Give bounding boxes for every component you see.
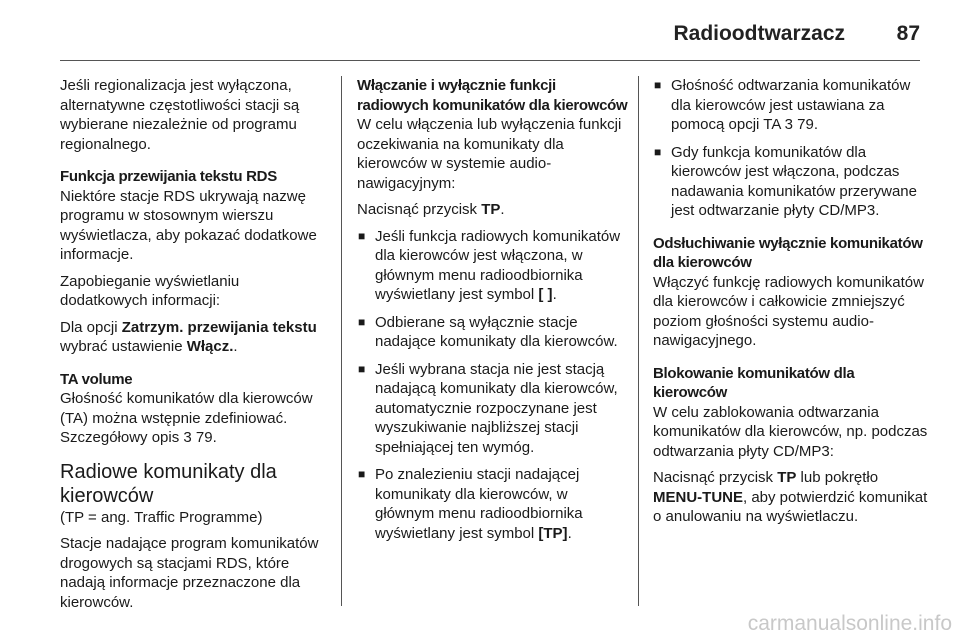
header-divider bbox=[60, 60, 920, 61]
ta-volume-text: Głośność komunikatów dla kierowców (TA) można wstępnie zdefiniować. Szczegółowy opis 3 79. bbox=[60, 390, 313, 446]
block-text: W celu zablokowania odtwarzania komunikatów dla kierowców, np. podczas odtwarzania płyty CD/MP3: bbox=[653, 403, 928, 460]
header-title: Radioodtwarzacz bbox=[673, 22, 845, 45]
listen-only-text: Włączyć funkcję radiowych komunikatów dla kierowców i całkowicie zmniejszyć poziom głośności systemu audio-nawigacyjnego. bbox=[653, 273, 924, 349]
list-item: ■ Jeśli wybrana stacja nie jest stacją nadającą komunikaty dla kierowców, automatycznie rozpoczynane jest wyszukiwanie najbliższej stacji spełniającej ten wymóg. bbox=[358, 360, 618, 456]
option-value: Włącz. bbox=[186, 338, 234, 355]
option-name: Zatrzym. przewijania tekstu bbox=[121, 318, 317, 336]
bullet-icon: ■ bbox=[654, 144, 662, 159]
page-ref-icon: 3 bbox=[183, 429, 192, 446]
rds-scroll-heading: Funkcja przewijania tekstu RDS bbox=[60, 168, 277, 185]
list-item: ■ Jeśli funkcja radiowych komunikatów dla kierowców jest włączona, w głównym menu radioodbiornika wyświetlany jest symbol [ ]. bbox=[358, 227, 621, 303]
rds-scroll-text: Niektóre stacje RDS ukrywają nazwę programu w stosownym wierszu wyświetlacza, aby pokazać dodatkowe informacje. bbox=[60, 187, 317, 263]
tp-toggle-heading: Włączanie i wyłącznie funkcji radiowych komunikatów dla kierowców bbox=[357, 77, 628, 114]
tp-toggle-intro: W celu włączenia lub wyłączenia funkcji oczekiwania na komunikaty dla kierowców w systemie audio-nawigacyjnym: bbox=[357, 116, 622, 192]
list-item: ■ Głośność odtwarzania komunikatów dla kierowców jest ustawiana za pomocą opcji TA 3 79. bbox=[654, 77, 911, 133]
section-subtitle: (TP = ang. Traffic Programme) bbox=[60, 508, 263, 526]
tp-button-label: TP bbox=[481, 201, 501, 218]
bullet-icon: ■ bbox=[358, 314, 366, 329]
tp-bullet-list bbox=[357, 227, 629, 544]
menu-tune-label: MENU-TUNE bbox=[653, 488, 743, 506]
page-ref-icon: 3 bbox=[784, 116, 794, 133]
regionalization-paragraph: Jeśli regionalizacja jest wyłączona, alternatywne częstotliwości stacji są wybierane niezależnie od programu regionalnego. bbox=[60, 77, 300, 153]
list-item: ■ Po znalezieniu stacji nadającej komunikaty dla kierowców, w głównym menu radioodbiornika wyświetlany jest symbol [TP]. bbox=[358, 466, 583, 542]
block-heading: Blokowanie komunikatów dla kierowców bbox=[653, 364, 855, 401]
bullet-icon: ■ bbox=[358, 467, 366, 481]
column-divider-2 bbox=[638, 76, 639, 606]
tp-button-label: TP bbox=[777, 469, 797, 486]
press-tp-paragraph: Nacisnąć przycisk TP. bbox=[357, 201, 505, 218]
column-1 bbox=[60, 76, 330, 619]
prevent-scroll-text: Zapobieganie wyświetlaniu dodatkowych informacji: bbox=[60, 272, 240, 309]
section-text: Stacje nadające program komunikatów drogowych są stacjami RDS, które nadają informacje przeznaczone dla kierowców. bbox=[60, 535, 319, 611]
column-divider-1 bbox=[341, 76, 342, 606]
page-number: 87 bbox=[896, 22, 920, 45]
section-heading: Radiowe komunikaty dla kierowców bbox=[60, 460, 277, 507]
column-2 bbox=[357, 76, 629, 551]
bullet-icon: ■ bbox=[654, 78, 662, 92]
page-header bbox=[0, 0, 960, 60]
press-block-paragraph: Nacisnąć przycisk TP lub pokrętło MENU-TUNE, aby potwierdzić komunikat o anulowaniu na wyświetlaczu. bbox=[653, 469, 928, 525]
column-3 bbox=[653, 76, 929, 534]
scroll-option-paragraph: Dla opcji Zatrzym. przewijania tekstu wybrać ustawienie Włącz.. bbox=[60, 318, 317, 355]
watermark: carmanualsonline.info bbox=[747, 612, 952, 635]
bullet-icon: ■ bbox=[358, 228, 366, 243]
bullet-icon: ■ bbox=[358, 361, 366, 376]
tp-notes-list bbox=[653, 76, 929, 221]
ta-volume-heading: TA volume bbox=[60, 370, 133, 388]
list-item: ■ Odbierane są wyłącznie stacje nadające komunikaty dla kierowców. bbox=[358, 313, 618, 350]
list-item: ■ Gdy funkcja komunikatów dla kierowców jest włączona, podczas nadawania komunikatów przerywane jest odtwarzanie płyty CD/MP3. bbox=[654, 143, 917, 219]
listen-only-heading: Odsłuchiwanie wyłącznie komunikatów dla kierowców bbox=[653, 234, 923, 271]
